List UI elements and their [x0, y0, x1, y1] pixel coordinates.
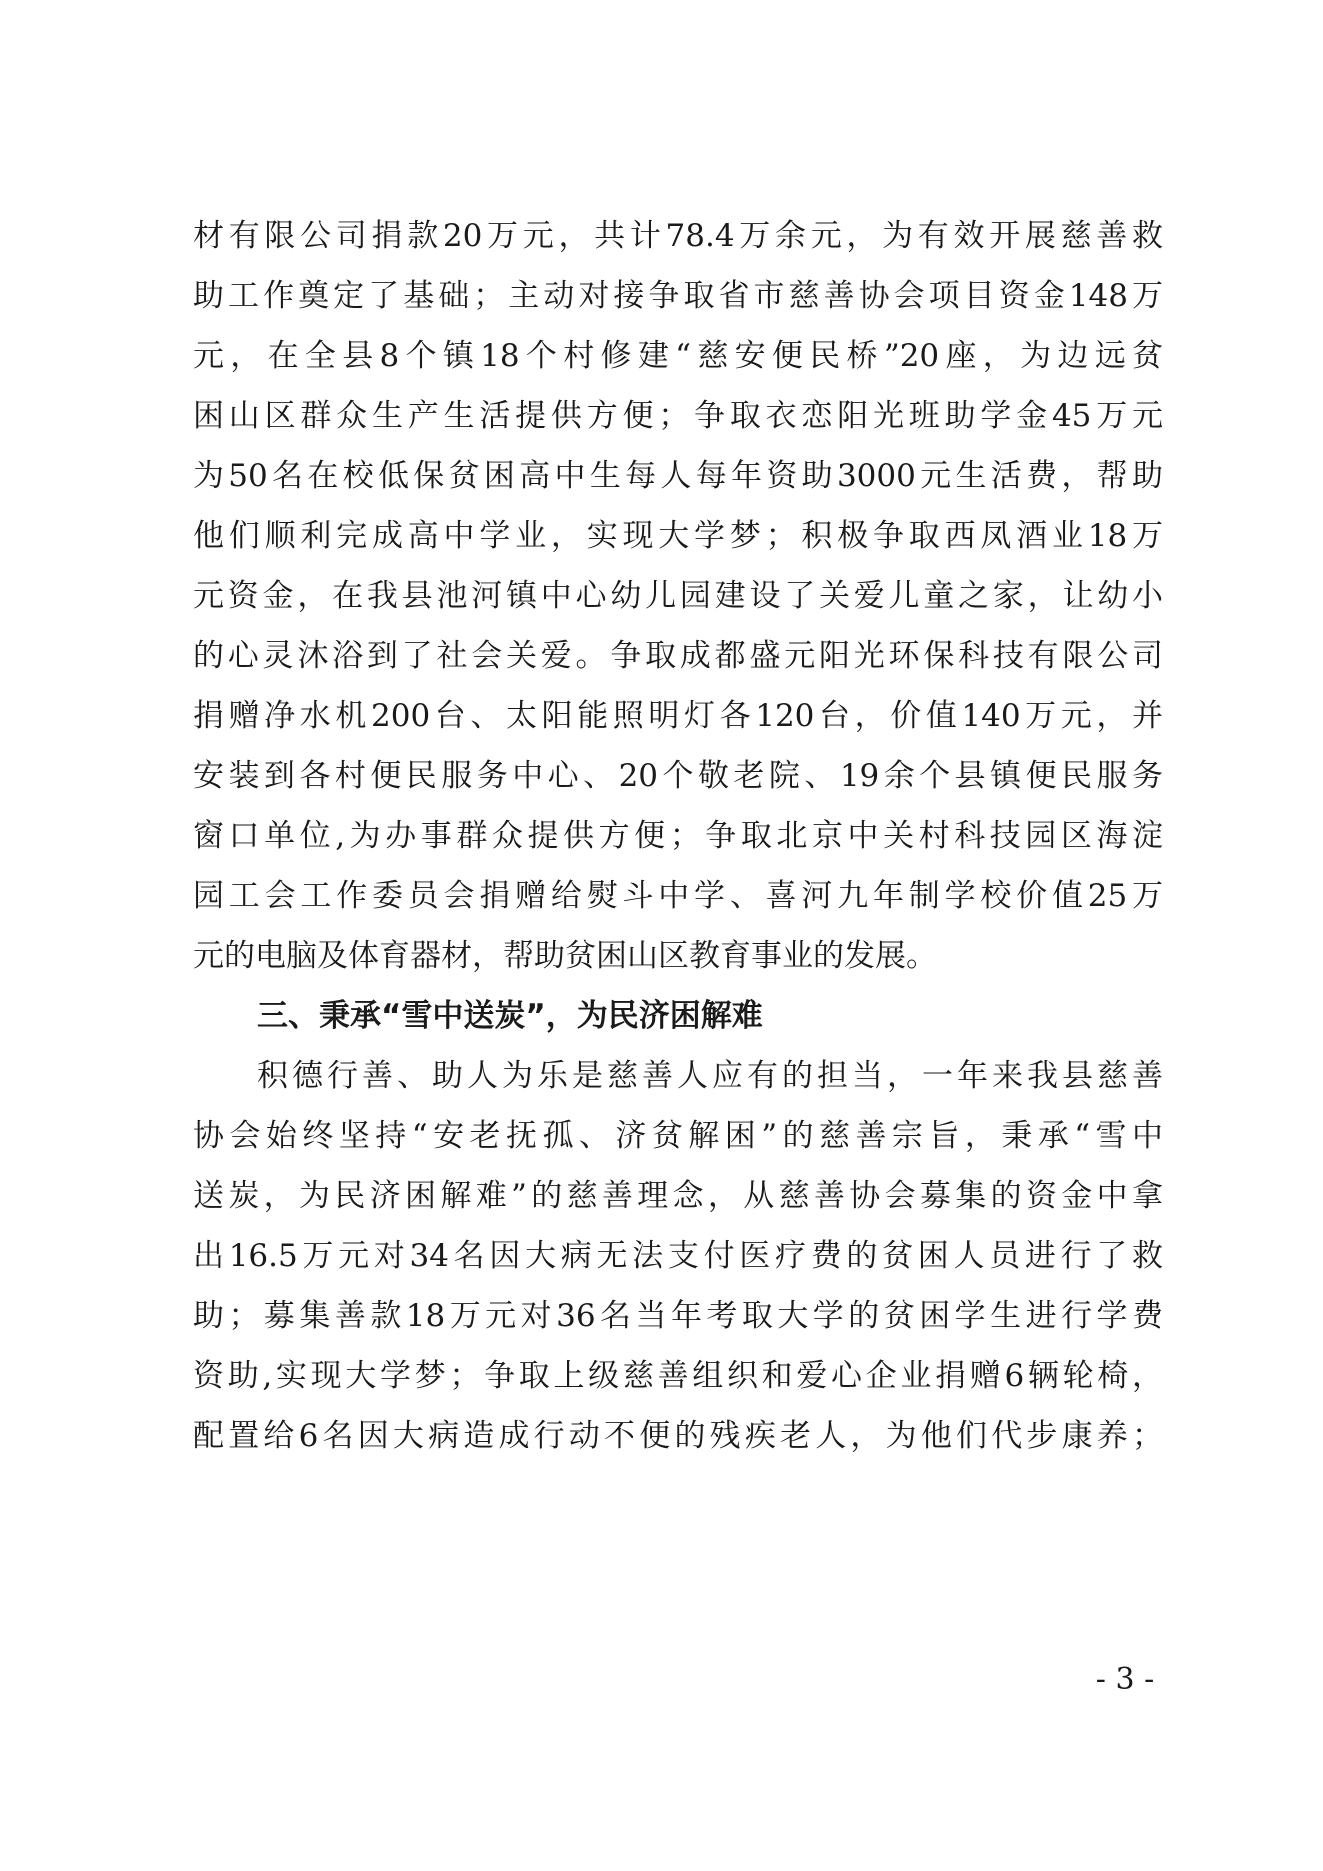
- paragraph-line: 元的电脑及体育器材，帮助贫困山区教育事业的发展。: [193, 938, 937, 974]
- section-heading: 三、秉承“雪中送炭”，为民济困解难: [257, 998, 763, 1034]
- paragraph-line: 为50名在校低保贫困高中生每人每年资助3000元生活费，帮助: [193, 458, 1163, 494]
- paragraph-line: 困山区群众生产生活提供方便；争取衣恋阳光班助学金45万元: [193, 398, 1163, 434]
- paragraph-line: 资助,实现大学梦；争取上级慈善组织和爱心企业捐赠6辆轮椅，: [193, 1358, 1163, 1394]
- paragraph-line: 积德行善、助人为乐是慈善人应有的担当，一年来我县慈善: [257, 1058, 1163, 1094]
- paragraph-line: 助；募集善款18万元对36名当年考取大学的贫困学生进行学费: [193, 1298, 1163, 1334]
- paragraph-line: 出16.5万元对34名因大病无法支付医疗费的贫困人员进行了救: [193, 1238, 1163, 1274]
- paragraph-line: 材有限公司捐款20万元，共计78.4万余元，为有效开展慈善救: [193, 218, 1163, 254]
- paragraph-line: 协会始终坚持“安老抚孤、济贫解困”的慈善宗旨，秉承“雪中: [193, 1118, 1163, 1154]
- paragraph-line: 助工作奠定了基础；主动对接争取省市慈善协会项目资金148万: [193, 278, 1163, 314]
- paragraph-line: 配置给6名因大病造成行动不便的残疾老人，为他们代步康养；: [193, 1418, 1163, 1454]
- paragraph-line: 园工会工作委员会捐赠给熨斗中学、喜河九年制学校价值25万: [193, 878, 1163, 914]
- paragraph-line: 元资金，在我县池河镇中心幼儿园建设了关爱儿童之家，让幼小: [193, 578, 1163, 614]
- page-number: - 3 -: [1095, 1662, 1155, 1697]
- paragraph-line: 他们顺利完成高中学业，实现大学梦；积极争取西凤酒业18万: [193, 518, 1163, 554]
- paragraph-line: 元，在全县8个镇18个村修建“慈安便民桥”20座，为边远贫: [193, 338, 1163, 374]
- paragraph-line: 窗口单位,为办事群众提供方便；争取北京中关村科技园区海淀: [193, 818, 1163, 854]
- paragraph-line: 的心灵沐浴到了社会关爱。争取成都盛元阳光环保科技有限公司: [193, 638, 1163, 674]
- paragraph-line: 捐赠净水机200台、太阳能照明灯各120台，价值140万元，并: [193, 698, 1163, 734]
- paragraph-line: 安装到各村便民服务中心、20个敬老院、19余个县镇便民服务: [193, 758, 1163, 794]
- paragraph-line: 送炭，为民济困解难”的慈善理念，从慈善协会募集的资金中拿: [193, 1178, 1163, 1214]
